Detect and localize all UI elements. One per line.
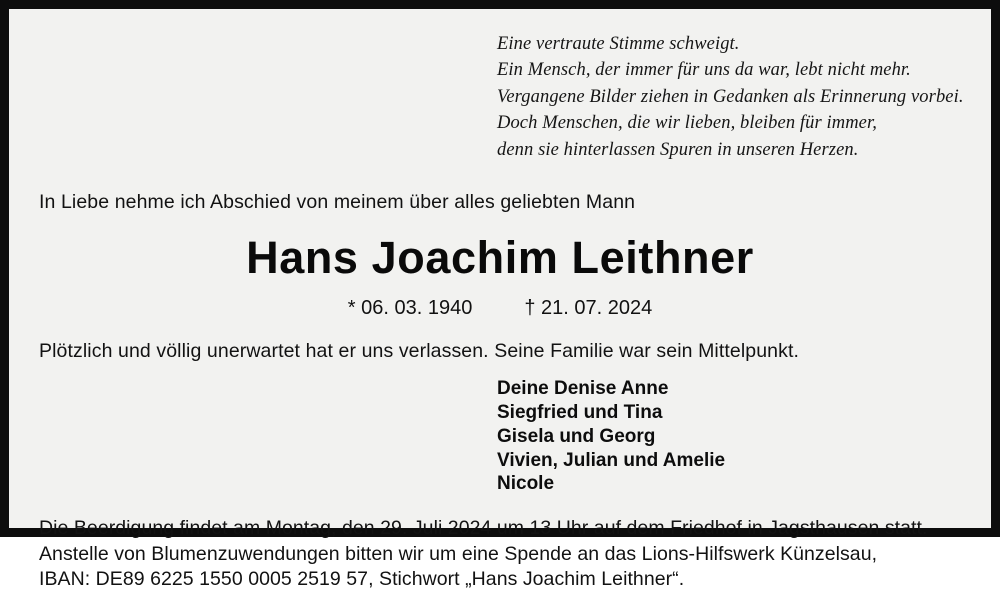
poem-block (497, 31, 964, 163)
intro-text: In Liebe nehme ich Abschied von meinem über alles geliebten Mann (39, 191, 636, 214)
birth-date: * 06. 03. 1940 (347, 297, 473, 320)
family-block (497, 377, 961, 496)
family-line: Siegfried und Tina (497, 402, 663, 424)
funeral-line: Die Beerdigung findet am Montag, den 29. Juli 2024 um 13 Uhr auf dem Friedhof in Jagsthausen statt. (39, 517, 928, 540)
deceased-name: Hans Joachim Leithner (246, 232, 754, 284)
family-line: Deine Denise Anne (497, 378, 669, 400)
poem-line: Ein Mensch, der immer für uns da war, lebt nicht mehr. (497, 60, 911, 81)
poem-line: Doch Menschen, die wir lieben, bleiben für immer, (497, 113, 877, 134)
family-line: Nicole (497, 473, 555, 495)
poem-line: Eine vertraute Stimme schweigt. (497, 34, 740, 54)
iban-line: IBAN: DE89 6225 1550 0005 2519 57, Stichwort „Hans Joachim Leithner“. (39, 568, 685, 591)
family-line: Gisela und Georg (497, 425, 656, 447)
funeral-details (39, 516, 961, 593)
notice-content (9, 9, 991, 591)
memorial-sentence: Plötzlich und völlig unerwartet hat er uns verlassen. Seine Familie war sein Mittelpunkt. (39, 340, 800, 363)
poem-line: denn sie hinterlassen Spuren in unseren Herzen. (497, 139, 859, 160)
life-dates (39, 297, 961, 320)
family-line: Vivien, Julian und Amelie (497, 449, 726, 471)
poem-line: Vergangene Bilder ziehen in Gedanken als Erinnerung vorbei. (497, 86, 964, 107)
donation-line: Anstelle von Blumenzuwendungen bitten wir um eine Spende an das Lions-Hilfswerk Künzelsau, (39, 542, 878, 565)
death-date: † 21. 07. 2024 (524, 297, 653, 320)
